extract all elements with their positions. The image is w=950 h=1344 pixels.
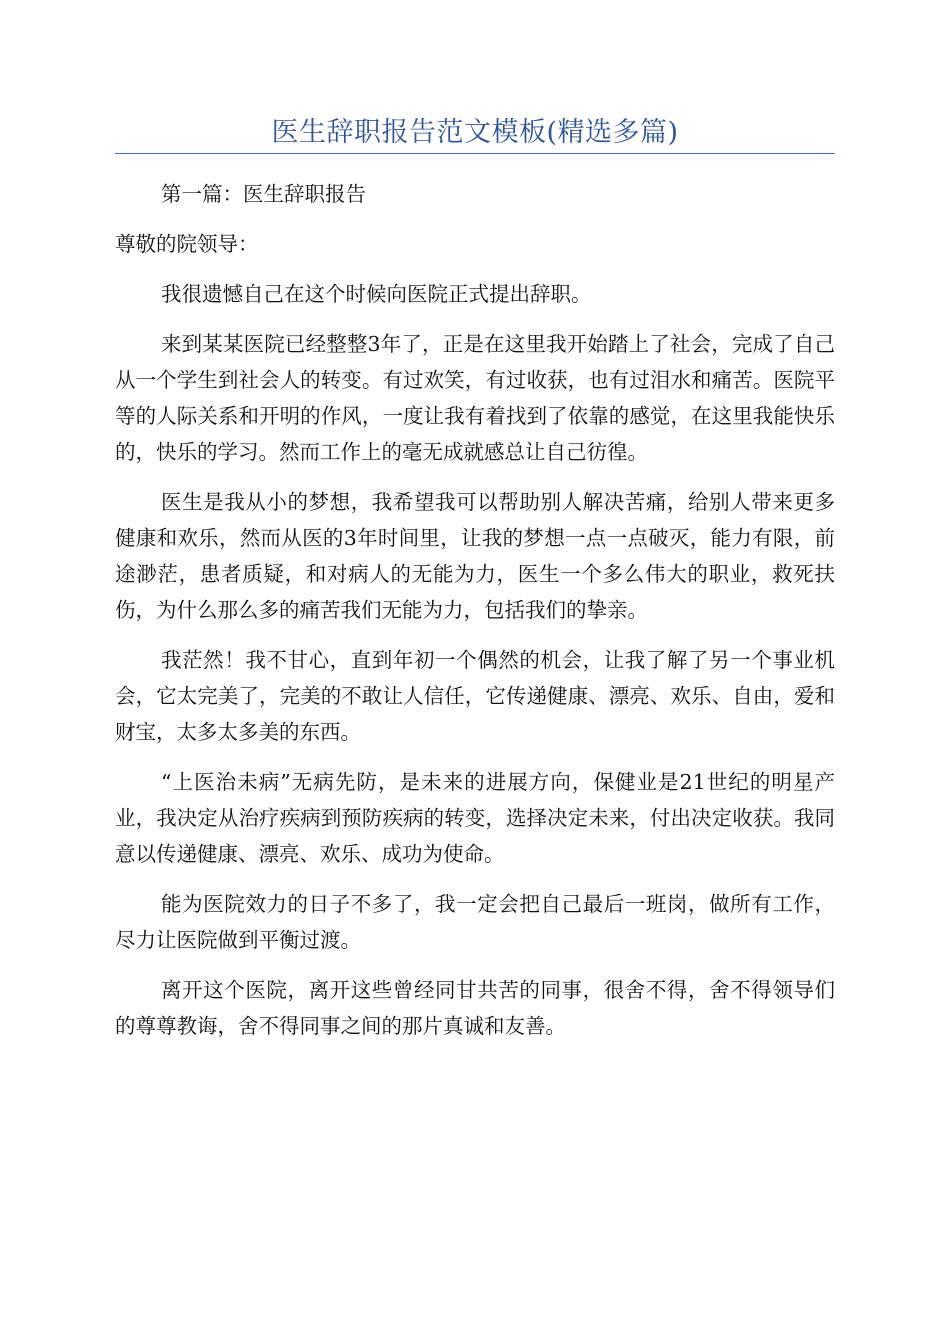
title-underline [115,153,835,154]
paragraph: 离开这个医院，离开这些曾经同甘共苦的同事，很舍不得，舍不得领导们的尊尊教诲，舍不得同事之间的那片真诚和友善。 [115,978,835,1038]
paragraph: 来到某某医院已经整整3年了，正是在这里我开始踏上了社会，完成了自己从一个学生到社会人的转变。有过欢笑，有过收获，也有过泪水和痛苦。医院平等的人际关系和开明的作风，一度让我有着找到了依靠的感觉，在这里我能快乐的，快乐的学习。然而工作上的毫无成就感总让自己彷徨。 [115,332,835,464]
paragraph: “上医治未病”无病先防，是未来的进展方向，保健业是21世纪的明星产业，我决定从治疗疾病到预防疾病的转变，选择决定未来，付出决定收获。我同意以传递健康、漂亮、欢乐、成功为使命。 [115,770,835,866]
paragraph: 能为医院效力的日子不多了，我一定会把自己最后一班岗，做所有工作，尽力让医院做到平衡过渡。 [115,892,835,952]
paragraph: 我茫然！我不甘心，直到年初一个偶然的机会，让我了解了另一个事业机会，它太完美了，完美的不敢让人信任，它传递健康、漂亮、欢乐、自由，爱和财宝，太多太多美的东西。 [115,648,835,744]
document-title: 医生辞职报告范文模板(精选多篇) [271,117,679,148]
paragraph: 我很遗憾自己在这个时候向医院正式提出辞职。 [161,282,592,306]
section-heading: 第一篇：医生辞职报告 [161,182,366,206]
paragraph: 医生是我从小的梦想，我希望我可以帮助别人解决苦痛，给别人带来更多健康和欢乐，然而从医的3年时间里，让我的梦想一点一点破灭，能力有限，前途渺茫，患者质疑，和对病人的无能为力，医生一个多么伟大的职业，救死扶伤，为什么那么多的痛苦我们无能为力，包括我们的挚亲。 [115,490,835,622]
document-body [115,176,835,1058]
salutation: 尊敬的院领导： [115,232,259,256]
